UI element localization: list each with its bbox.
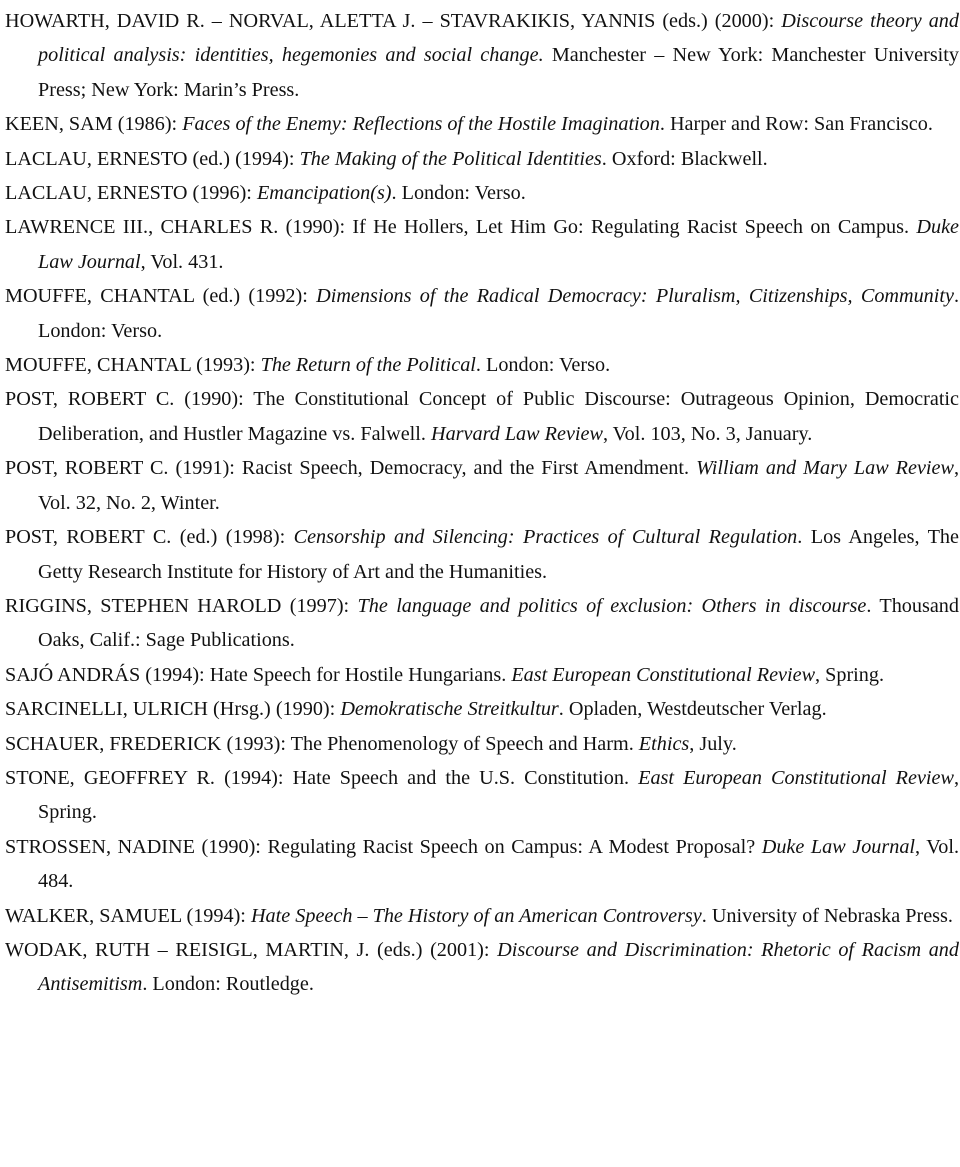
- reference-entry: [5, 382, 959, 451]
- bibliography-page: [5, 4, 959, 1002]
- reference-text: . Harper and Row: San Francisco.: [659, 113, 933, 136]
- reference-text: STROSSEN, NADINE (1990): Regulating Racist Speech on Campus: A Modest Proposal?: [5, 835, 762, 858]
- reference-text: POST, ROBERT C. (1991): Racist Speech, Democracy, and the First Amendment.: [5, 457, 697, 480]
- reference-text: . London: Routledge.: [142, 973, 314, 996]
- reference-text: . Los Angeles, The Getty Research Institute for History of Art and the Humanities.: [38, 526, 959, 583]
- reference-title-italic: Emancipation(s): [256, 182, 392, 205]
- reference-title-italic: East European Constitutional Review: [638, 766, 954, 789]
- reference-title-italic: Ethics: [638, 732, 690, 755]
- reference-text: . London: Verso.: [391, 182, 526, 205]
- reference-text: . University of Nebraska Press.: [701, 904, 953, 927]
- reference-title-italic: The Return of the Political: [260, 354, 476, 377]
- reference-entry: [5, 761, 959, 830]
- reference-title-italic: Censorship and Silencing: Practices of Cultural Regulation: [293, 526, 798, 549]
- reference-entry: [5, 107, 959, 141]
- reference-title-italic: The language and politics of exclusion: Others in discourse: [357, 594, 867, 617]
- reference-entry: [5, 210, 959, 279]
- reference-title-italic: The Making of the Political Identities: [299, 147, 602, 170]
- reference-text: WALKER, SAMUEL (1994):: [5, 904, 251, 927]
- reference-text: , Vol. 32, No. 2, Winter.: [38, 457, 960, 514]
- reference-text: WODAK, RUTH – REISIGL, MARTIN, J. (eds.) (2001):: [5, 938, 498, 961]
- reference-text: , Vol. 484.: [38, 835, 960, 893]
- reference-text: , Spring.: [815, 663, 885, 686]
- reference-entry: [5, 727, 959, 761]
- reference-title-italic: Harvard Law Review: [431, 422, 603, 445]
- reference-entry: [5, 520, 959, 589]
- reference-text: , July.: [689, 732, 737, 755]
- reference-text: SCHAUER, FREDERICK (1993): The Phenomenology of Speech and Harm.: [5, 732, 639, 755]
- reference-text: . London: Verso.: [38, 285, 959, 342]
- reference-text: , Spring.: [38, 766, 959, 824]
- reference-text: , Vol. 431.: [140, 250, 224, 273]
- reference-entry: [5, 589, 959, 658]
- reference-entry: [5, 142, 959, 176]
- reference-list: [5, 4, 959, 1002]
- reference-text: SAJÓ ANDRÁS (1994): Hate Speech for Hostile Hungarians.: [5, 663, 512, 686]
- reference-title-italic: Faces of the Enemy: Reflections of the Hostile Imagination: [182, 113, 660, 136]
- reference-entry: [5, 899, 959, 933]
- reference-text: RIGGINS, STEPHEN HAROLD (1997):: [5, 594, 358, 617]
- reference-text: , Vol. 103, No. 3, January.: [602, 422, 813, 445]
- reference-text: STONE, GEOFFREY R. (1994): Hate Speech and the U.S. Constitution.: [5, 766, 639, 789]
- reference-text: . Opladen, Westdeutscher Verlag.: [558, 698, 827, 721]
- reference-entry: [5, 348, 959, 382]
- reference-text: LAWRENCE III., CHARLES R. (1990): If He Hollers, Let Him Go: Regulating Racist Speech on Campus.: [5, 216, 917, 239]
- reference-text: LACLAU, ERNESTO (ed.) (1994):: [5, 147, 300, 170]
- reference-entry: [5, 933, 959, 1002]
- reference-entry: [5, 4, 959, 107]
- reference-entry: [5, 279, 959, 348]
- reference-title-italic: William and Mary Law Review: [696, 457, 954, 480]
- reference-entry: [5, 451, 959, 520]
- reference-title-italic: East European Constitutional Review: [511, 663, 816, 686]
- reference-text: LACLAU, ERNESTO (1996):: [5, 182, 257, 205]
- reference-title-italic: Demokratische Streitkultur: [340, 698, 559, 721]
- reference-text: SARCINELLI, ULRICH (Hrsg.) (1990):: [5, 698, 341, 721]
- reference-title-italic: Hate Speech – The History of an American Controversy: [250, 904, 702, 927]
- reference-text: MOUFFE, CHANTAL (1993):: [5, 354, 261, 377]
- reference-text: . Oxford: Blackwell.: [601, 147, 768, 170]
- reference-title-italic: Duke Law Journal: [761, 835, 916, 858]
- reference-entry: [5, 658, 959, 692]
- reference-title-italic: Discourse and Discrimination: Rhetoric of Racism and Antisemitism: [38, 938, 959, 996]
- reference-text: KEEN, SAM (1986):: [5, 113, 183, 136]
- reference-title-italic: Dimensions of the Radical Democracy: Pluralism, Citizenships, Community: [316, 285, 954, 308]
- reference-entry: [5, 830, 959, 899]
- reference-text: . Thousand Oaks, Calif.: Sage Publications.: [38, 594, 959, 652]
- reference-text: POST, ROBERT C. (ed.) (1998):: [5, 526, 294, 549]
- reference-entry: [5, 176, 959, 210]
- reference-text: HOWARTH, DAVID R. – NORVAL, ALETTA J. – STAVRAKIKIS, YANNIS (eds.) (2000):: [5, 10, 782, 32]
- reference-title-italic: Discourse theory and political analysis: identities, hegemonies and social change.: [38, 10, 959, 67]
- reference-text: . London: Verso.: [475, 354, 611, 377]
- reference-text: POST, ROBERT C. (1990): The Constitutional Concept of Public Discourse: Outrageous Opinion, Democratic Deliberation, and Hustler Magazine vs. Falwell.: [5, 388, 959, 445]
- reference-text: MOUFFE, CHANTAL (ed.) (1992):: [5, 285, 317, 308]
- reference-title-italic: Duke Law Journal: [38, 216, 959, 273]
- reference-entry: [5, 692, 959, 726]
- reference-text: Manchester – New York: Manchester University Press; New York: Marin’s Press.: [38, 44, 959, 101]
